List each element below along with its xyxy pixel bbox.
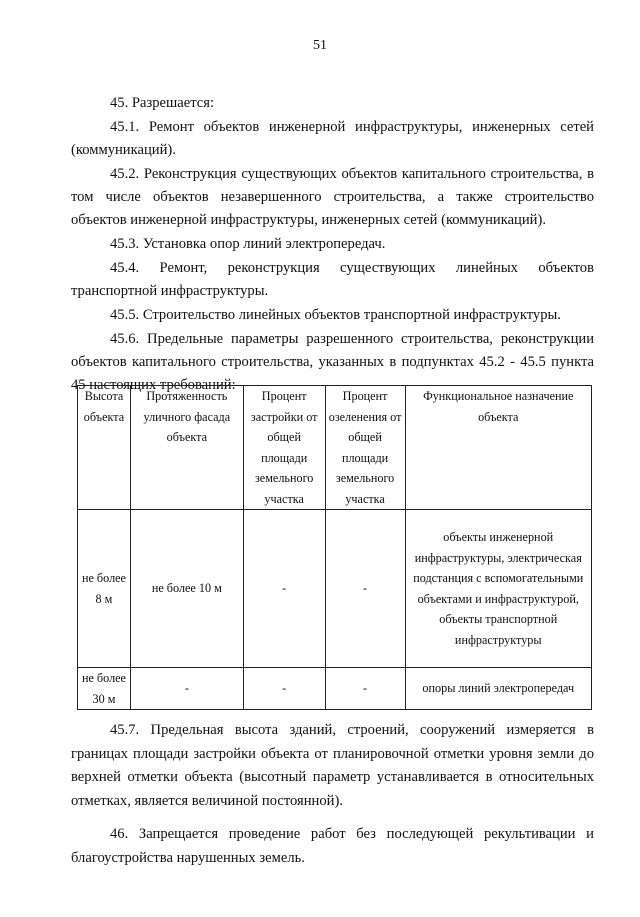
header-function: Функциональное назначение объекта: [405, 386, 591, 510]
cell-building-percent: -: [243, 510, 325, 668]
paragraph-45-7: 45.7. Предельная высота зданий, строений, сооружений измеряется в границах площади застройки объекта от планировочной отметки уровня земли до верхней отметки объекта (высотный параметр устанавливается в относительных отметках, является величиной постоянной).: [71, 722, 594, 809]
cell-facade-length: -: [130, 668, 243, 710]
paragraph-45-5: 45.5. Строительство линейных объектов транспортной инфраструктуры.: [110, 307, 561, 323]
cell-function: опоры линий электропередач: [405, 668, 591, 710]
table-row: [78, 668, 592, 710]
paragraph-45-3: 45.3. Установка опор линий электропередач.: [110, 236, 386, 252]
cell-height: не более 30 м: [78, 668, 131, 710]
cell-building-percent: -: [243, 668, 325, 710]
header-greening-percent: Процент озеленения от общей площади земельного участка: [325, 386, 405, 510]
paragraph-45-2: 45.2. Реконструкция существующих объектов капитального строительства, в том числе объектов незавершенного строительства, а также строительство объектов инженерной инфраструктуры, инженерных сетей (коммуникаций).: [71, 166, 594, 228]
paragraph-45: 45. Разрешается:: [110, 95, 215, 111]
main-text: [71, 92, 594, 397]
cell-function: объекты инженерной инфраструктуры, электрическая подстанция с вспомогательными объектами и инфраструктурой, объекты транспортной инфраструктуры: [405, 510, 591, 668]
paragraph-45-4: 45.4. Ремонт, реконструкция существующих линейных объектов транспортной инфраструктуры.: [71, 260, 594, 299]
parameters-table: [77, 385, 592, 710]
paragraph-45-1: 45.1. Ремонт объектов инженерной инфраструктуры, инженерных сетей (коммуникаций).: [71, 119, 594, 158]
header-building-percent: Процент застройки от общей площади земельного участка: [243, 386, 325, 510]
text-after-table: [71, 719, 594, 870]
cell-greening-percent: -: [325, 668, 405, 710]
page-number: 51: [313, 38, 327, 53]
table-header-row: [78, 386, 592, 510]
header-facade-length: Протяженность уличного фасада объекта: [130, 386, 243, 510]
cell-height: не более 8 м: [78, 510, 131, 668]
cell-facade-length: не более 10 м: [130, 510, 243, 668]
cell-greening-percent: -: [325, 510, 405, 668]
paragraph-45-6: 45.6. Предельные параметры разрешенного строительства, реконструкции объектов капитального строительства, указанных в подпунктах 45.2 - 45.5 пункта 45 настоящих требований:: [71, 331, 594, 393]
paragraph-46: 46. Запрещается проведение работ без последующей рекультивации и благоустройства нарушенных земель.: [71, 826, 594, 866]
table-row: [78, 510, 592, 668]
header-height: Высота объекта: [78, 386, 131, 510]
